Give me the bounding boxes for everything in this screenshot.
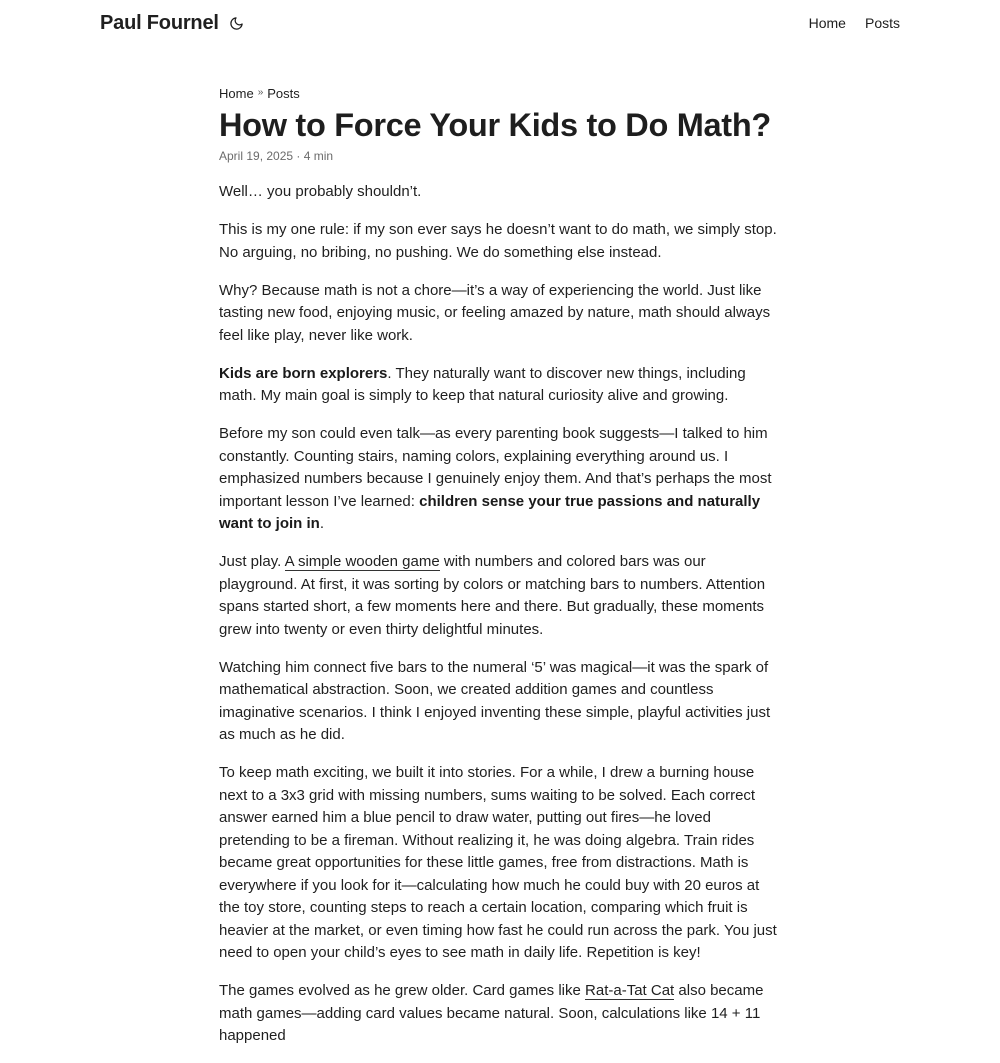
- paragraph-2: This is my one rule: if my son ever says he doesn’t want to do math, we simply stop. No arguing, no bribing, no pushing. We do something else instead.: [219, 221, 777, 261]
- paragraph-6: [219, 551, 783, 641]
- nav-home-link[interactable]: Home: [808, 15, 846, 31]
- paragraph-5-text: Before my son could even talk—as every parenting book suggests—I talked to him constantly. Counting stairs, naming colors, explaining everything around us. I emphasized numbers because I genuinely enjoy them. And that’s perhaps the most important lesson I’ve learned:: [219, 425, 772, 510]
- post-meta: April 19, 2025 · 4 min: [219, 149, 334, 163]
- breadcrumb: [219, 84, 783, 104]
- post-main: [219, 84, 783, 1063]
- wooden-game-link[interactable]: A simple wooden game: [284, 553, 440, 570]
- paragraph-4-text: . They naturally want to discover new things, including math. My main goal is simply to keep that natural curiosity alive and growing.: [219, 364, 746, 404]
- paragraph-9-after: also became math games—adding card values became natural. Soon, calculations like 14 + 11 happened: [219, 982, 764, 1044]
- moon-icon[interactable]: [229, 15, 245, 31]
- site-title-link[interactable]: Paul Fournel: [100, 11, 219, 34]
- nav-posts-link[interactable]: Posts: [864, 15, 900, 31]
- paragraph-1: Well… you probably shouldn’t.: [219, 183, 422, 200]
- site-header: [100, 0, 900, 46]
- breadcrumb-posts-link[interactable]: Posts: [267, 86, 300, 101]
- paragraph-7: Watching him connect five bars to the numeral ‘5’ was magical—it was the spark of mathematical abstraction. Soon, we created addition games and countless imaginative scenarios. I think I enjoyed inventing these simple, playful activities just as much as he did.: [219, 658, 771, 743]
- paragraph-5-strong: children sense your true passions and naturally want to join in: [219, 492, 761, 532]
- paragraph-6-before: Just play.: [219, 553, 285, 570]
- breadcrumb-separator: »: [257, 87, 264, 98]
- paragraph-5: [219, 423, 783, 536]
- brand: [100, 12, 245, 35]
- rat-a-tat-cat-link[interactable]: Rat-a-Tat Cat: [585, 982, 675, 999]
- main-nav: [790, 15, 900, 31]
- post-content: [219, 181, 783, 1048]
- paragraph-8: To keep math exciting, we built it into stories. For a while, I drew a burning house next to a 3x3 grid with missing numbers, sums waiting to be solved. Each correct answer earned him a blue pencil to draw water, putting out fires—he loved pretending to be a fireman. Without realizing it, he was doing algebra. Train rides became great opportunities for these little games, free from distractions. Math is everywhere if you look for it—calculating how much he could buy with 20 euros at the toy store, counting steps to reach a certain location, comparing which fruit is heavier at the market, or even timing how fast he could run across the park. You just need to open your child’s eyes to see math in daily life. Repetition is key!: [219, 764, 777, 961]
- paragraph-4-strong: Kids are born explorers: [219, 364, 388, 382]
- paragraph-9: [219, 980, 783, 1048]
- paragraph-9-before: The games evolved as he grew older. Card games like: [219, 982, 586, 999]
- paragraph-3: Why? Because math is not a chore—it’s a way of experiencing the world. Just like tasting new food, enjoying music, or feeling amazed by nature, math should always feel like play, never like work.: [219, 281, 771, 344]
- paragraph-4: [219, 363, 783, 408]
- breadcrumb-home-link[interactable]: Home: [219, 86, 254, 101]
- paragraph-6-after: with numbers and colored bars was our playground. At first, it was sorting by colors or matching bars to numbers. Attention spans started short, a few moments here and there. But gradually, these moments grew into twenty or even thirty delightful minutes.: [219, 553, 766, 638]
- paragraph-5-end: .: [319, 515, 324, 532]
- post-title: How to Force Your Kids to Do Math?: [219, 107, 771, 143]
